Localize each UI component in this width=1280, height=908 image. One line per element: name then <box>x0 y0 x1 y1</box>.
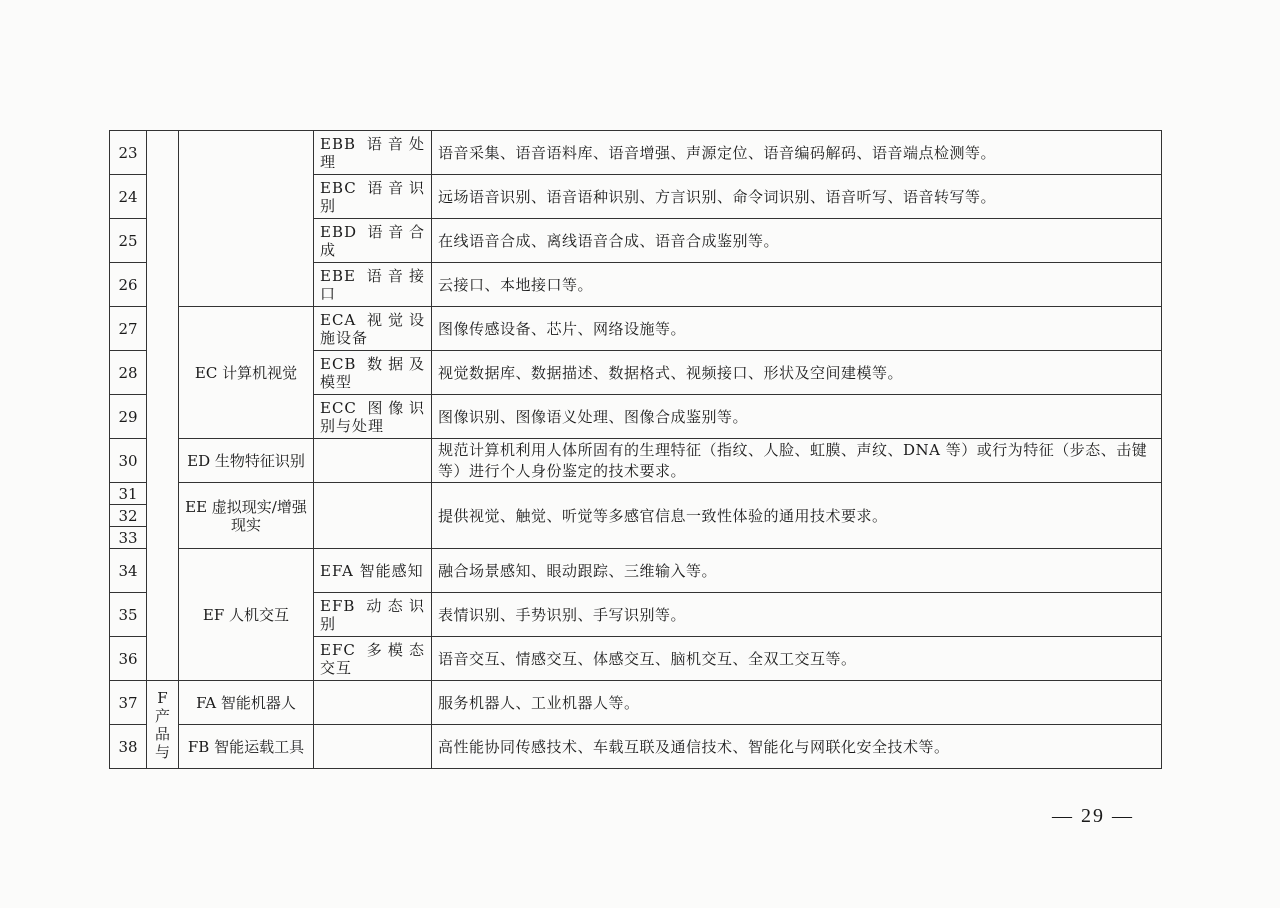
description-cell: 提供视觉、触觉、听觉等多感官信息一致性体验的通用技术要求。 <box>432 483 1162 549</box>
row-number: 27 <box>110 307 147 351</box>
description-cell: 图像识别、图像语义处理、图像合成鉴别等。 <box>432 395 1162 439</box>
description-cell: 融合场景感知、眼动跟踪、三维输入等。 <box>432 549 1162 593</box>
level3-cell: ECB 数据及模型 <box>314 351 432 395</box>
row-number: 26 <box>110 263 147 307</box>
level2-cell: FA 智能机器人 <box>179 681 314 725</box>
description-cell: 图像传感设备、芯片、网络设施等。 <box>432 307 1162 351</box>
level1-cell: F产品与 <box>147 681 179 769</box>
table-row <box>110 307 1162 351</box>
table-row <box>110 439 1162 483</box>
description-cell: 云接口、本地接口等。 <box>432 263 1162 307</box>
table-row <box>110 131 1162 175</box>
row-number: 30 <box>110 439 147 483</box>
table-row <box>110 483 1162 505</box>
level3-cell <box>314 681 432 725</box>
table-row <box>110 681 1162 725</box>
level2-cell: ED 生物特征识别 <box>179 439 314 483</box>
level3-cell: EBC 语音识别 <box>314 175 432 219</box>
level3-cell: ECA 视觉设施设备 <box>314 307 432 351</box>
level3-cell: EBD 语音合成 <box>314 219 432 263</box>
row-number: 28 <box>110 351 147 395</box>
description-cell: 语音采集、语音语料库、语音增强、声源定位、语音编码解码、语音端点检测等。 <box>432 131 1162 175</box>
description-cell: 语音交互、情感交互、体感交互、脑机交互、全双工交互等。 <box>432 637 1162 681</box>
row-number: 37 <box>110 681 147 725</box>
description-cell: 远场语音识别、语音语种识别、方言识别、命令词识别、语音听写、语音转写等。 <box>432 175 1162 219</box>
row-number: 23 <box>110 131 147 175</box>
level2-cell: FB 智能运载工具 <box>179 725 314 769</box>
level3-cell: EBB 语音处理 <box>314 131 432 175</box>
level3-cell: EFC 多模态交互 <box>314 637 432 681</box>
description-cell: 高性能协同传感技术、车载互联及通信技术、智能化与网联化安全技术等。 <box>432 725 1162 769</box>
description-cell: 服务机器人、工业机器人等。 <box>432 681 1162 725</box>
level3-cell <box>314 483 432 549</box>
standards-table <box>109 130 1162 769</box>
description-cell: 视觉数据库、数据描述、数据格式、视频接口、形状及空间建模等。 <box>432 351 1162 395</box>
level3-cell: ECC 图像识别与处理 <box>314 395 432 439</box>
table-row <box>110 549 1162 593</box>
description-cell: 规范计算机利用人体所固有的生理特征（指纹、人脸、虹膜、声纹、DNA 等）或行为特征（步态、击键等）进行个人身份鉴定的技术要求。 <box>432 439 1162 483</box>
level3-cell: EBE 语音接口 <box>314 263 432 307</box>
level2-cell-empty <box>179 131 314 307</box>
level3-cell: EFA 智能感知 <box>314 549 432 593</box>
row-number: 25 <box>110 219 147 263</box>
row-number: 33 <box>110 527 147 549</box>
level3-cell: EFB 动态识别 <box>314 593 432 637</box>
row-number: 35 <box>110 593 147 637</box>
row-number: 31 <box>110 483 147 505</box>
level2-cell: EF 人机交互 <box>179 549 314 681</box>
level3-cell <box>314 439 432 483</box>
row-number: 32 <box>110 505 147 527</box>
row-number: 34 <box>110 549 147 593</box>
row-number: 36 <box>110 637 147 681</box>
level2-cell: EE 虚拟现实/增强现实 <box>179 483 314 549</box>
level1-cell-empty <box>147 131 179 681</box>
table-row <box>110 725 1162 769</box>
page-number: — 29 — <box>1052 805 1134 827</box>
row-number: 38 <box>110 725 147 769</box>
description-cell: 在线语音合成、离线语音合成、语音合成鉴别等。 <box>432 219 1162 263</box>
row-number: 24 <box>110 175 147 219</box>
level2-cell: EC 计算机视觉 <box>179 307 314 439</box>
level3-cell <box>314 725 432 769</box>
row-number: 29 <box>110 395 147 439</box>
description-cell: 表情识别、手势识别、手写识别等。 <box>432 593 1162 637</box>
